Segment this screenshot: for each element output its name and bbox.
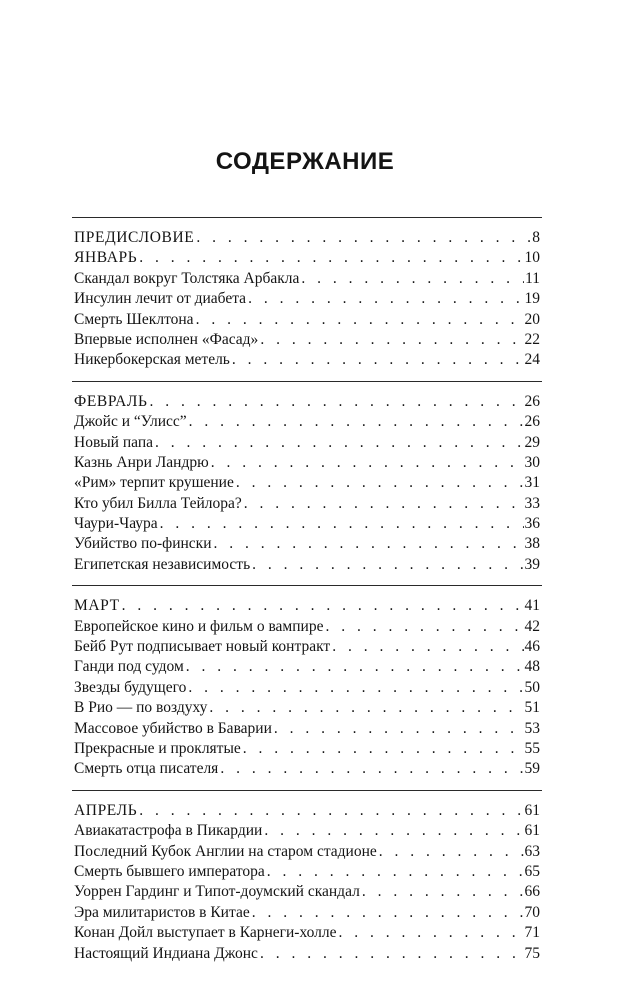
toc-entry-title: Смерть Шеклтона [74, 310, 194, 328]
toc-entry-page: 53 [524, 719, 540, 737]
section-divider [72, 217, 542, 218]
dot-leader [248, 289, 523, 309]
dot-leader [155, 433, 524, 453]
toc-entry-title: Инсулин лечит от диабета [74, 290, 247, 308]
dot-leader [236, 473, 524, 493]
toc-entry-title: Джойс и “Улисс” [74, 413, 187, 431]
toc-entry-page: 51 [524, 699, 540, 717]
toc-entry [74, 882, 540, 902]
dot-leader [264, 821, 523, 841]
section-divider [72, 585, 542, 586]
dot-leader [325, 617, 523, 637]
toc-entry-page: 46 [524, 638, 540, 656]
toc-entry-title: ЯНВАРЬ [74, 249, 138, 267]
toc-entry-title: Европейское кино и фильм о вампире [74, 617, 324, 635]
dot-leader [214, 534, 524, 554]
toc-entry-title: Прекрасные и проклятые [74, 739, 241, 757]
toc-entry-page: 55 [524, 739, 540, 757]
toc-entry-title: Египетская независимость [74, 555, 251, 573]
dot-leader [332, 637, 523, 657]
section-divider [72, 790, 542, 791]
dot-leader [139, 801, 523, 821]
toc-entry-title: Конан Дойл выступает в Карнеги-холле [74, 924, 337, 942]
toc-entry-page: 59 [524, 760, 540, 778]
toc-entry-page: 70 [524, 903, 540, 921]
toc-entry [74, 534, 540, 554]
toc-entry [74, 657, 540, 677]
toc-entry-page: 26 [524, 413, 540, 431]
toc-entry [74, 248, 540, 268]
toc-entry-title: Смерть отца писателя [74, 760, 219, 778]
toc-entry-page: 65 [524, 862, 540, 880]
toc-entry-page: 39 [524, 555, 540, 573]
dot-leader [362, 882, 524, 902]
toc-entry-page: 50 [524, 678, 540, 696]
dot-leader [220, 759, 523, 779]
toc-entry-title: Последний Кубок Англии на старом стадионе [74, 842, 377, 860]
toc-entry [74, 842, 540, 862]
toc-entry-title: Массовое убийство в Баварии [74, 719, 272, 737]
toc-entry-title: Смерть бывшего императора [74, 862, 265, 880]
toc-entry-page: 36 [524, 515, 540, 533]
toc-entry-page: 48 [524, 658, 540, 676]
dot-leader [139, 248, 523, 268]
dot-leader [339, 923, 524, 943]
toc-entry [74, 698, 540, 718]
toc-entry [74, 289, 540, 309]
toc-entry-page: 19 [524, 290, 540, 308]
toc-entry [74, 412, 540, 432]
toc-entry-page: 61 [524, 801, 540, 819]
toc-entry [74, 903, 540, 923]
toc-entry [74, 494, 540, 514]
toc-entry [74, 821, 540, 841]
toc-entry-title: Эра милитаристов в Китае [74, 903, 250, 921]
toc-entry-title: Никербокерская метель [74, 351, 230, 369]
toc-entry-page: 71 [524, 924, 540, 942]
toc-entry-page: 38 [524, 535, 540, 553]
dot-leader [209, 698, 523, 718]
toc-entry-title: АПРЕЛЬ [74, 801, 138, 819]
toc-entry-title: Казнь Анри Ландрю [74, 453, 209, 471]
toc-entry [74, 473, 540, 493]
toc-entry [74, 555, 540, 575]
dot-leader [188, 678, 523, 698]
dot-leader [232, 350, 524, 370]
section-divider [72, 381, 542, 382]
dot-leader [189, 412, 524, 432]
toc-entry-page: 20 [524, 310, 540, 328]
dot-leader [301, 269, 524, 289]
toc-entry [74, 944, 540, 964]
toc-entry [74, 514, 540, 534]
toc-entry-title: ФЕВРАЛЬ [74, 392, 148, 410]
toc-entry-title: Уоррен Гардинг и Типот-доумский скандал [74, 883, 360, 901]
toc-entry-title: Новый папа [74, 433, 153, 451]
toc-entry [74, 330, 540, 350]
toc-entry-title: Авиакатастрофа в Пикардии [74, 822, 263, 840]
toc-entry-page: 75 [524, 944, 540, 962]
dot-leader [274, 719, 524, 739]
dot-leader [196, 228, 531, 248]
toc-entry-title: Скандал вокруг Толстяка Арбакла [74, 269, 300, 287]
dot-leader [122, 596, 524, 616]
toc-entry [74, 269, 540, 289]
toc-entry [74, 350, 540, 370]
table-of-contents [74, 207, 540, 964]
toc-entry [74, 678, 540, 698]
toc-entry [74, 759, 540, 779]
dot-leader [243, 739, 524, 759]
toc-entry-page: 41 [524, 597, 540, 615]
dot-leader [252, 903, 524, 923]
dot-leader [252, 555, 523, 575]
toc-entry [74, 228, 540, 248]
toc-entry-title: Звезды будущего [74, 678, 187, 696]
toc-entry [74, 310, 540, 330]
toc-entry-page: 22 [524, 330, 540, 348]
toc-entry-title: Бейб Рут подписывает новый контракт [74, 638, 331, 656]
page-title: СОДЕРЖАНИЕ [215, 148, 395, 175]
toc-entry [74, 392, 540, 412]
toc-entry [74, 453, 540, 473]
toc-entry-title: Впервые исполнен «Фасад» [74, 330, 259, 348]
dot-leader [160, 514, 524, 534]
dot-leader [260, 330, 523, 350]
dot-leader [379, 842, 524, 862]
toc-entry-page: 66 [524, 883, 540, 901]
toc-entry-page: 24 [524, 351, 540, 369]
toc-entry [74, 637, 540, 657]
dot-leader [267, 862, 524, 882]
dot-leader [211, 453, 524, 473]
toc-entry-page: 33 [524, 494, 540, 512]
toc-entry [74, 739, 540, 759]
toc-entry-title: В Рио — по воздуху [74, 699, 208, 717]
toc-entry [74, 617, 540, 637]
toc-entry [74, 596, 540, 616]
toc-entry [74, 719, 540, 739]
dot-leader [150, 392, 524, 412]
toc-entry [74, 923, 540, 943]
toc-entry-title: Кто убил Билла Тейлора? [74, 494, 242, 512]
dot-leader [244, 494, 524, 514]
toc-entry-title: Убийство по-фински [74, 535, 212, 553]
toc-entry-page: 11 [525, 269, 540, 287]
toc-entry-title: Настоящий Индиана Джонс [74, 944, 258, 962]
toc-entry-title: «Рим» терпит крушение [74, 474, 234, 492]
toc-entry-page: 61 [524, 822, 540, 840]
toc-entry-title: ПРЕДИСЛОВИЕ [74, 229, 195, 246]
toc-entry-page: 30 [524, 453, 540, 471]
toc-entry-title: МАРТ [74, 597, 120, 615]
toc-entry-title: Чаури-Чаура [74, 515, 158, 533]
toc-entry-page: 63 [524, 842, 540, 860]
toc-entry [74, 801, 540, 821]
toc-entry-page: 10 [524, 249, 540, 267]
toc-entry-page: 8 [532, 229, 540, 246]
dot-leader [186, 657, 524, 677]
dot-leader [196, 310, 524, 330]
toc-entry [74, 433, 540, 453]
dot-leader [260, 944, 524, 964]
toc-entry-page: 42 [524, 617, 540, 635]
toc-entry-page: 26 [524, 392, 540, 410]
toc-entry-page: 29 [524, 433, 540, 451]
toc-entry [74, 862, 540, 882]
toc-entry-title: Ганди под судом [74, 658, 184, 676]
toc-entry-page: 31 [524, 474, 540, 492]
